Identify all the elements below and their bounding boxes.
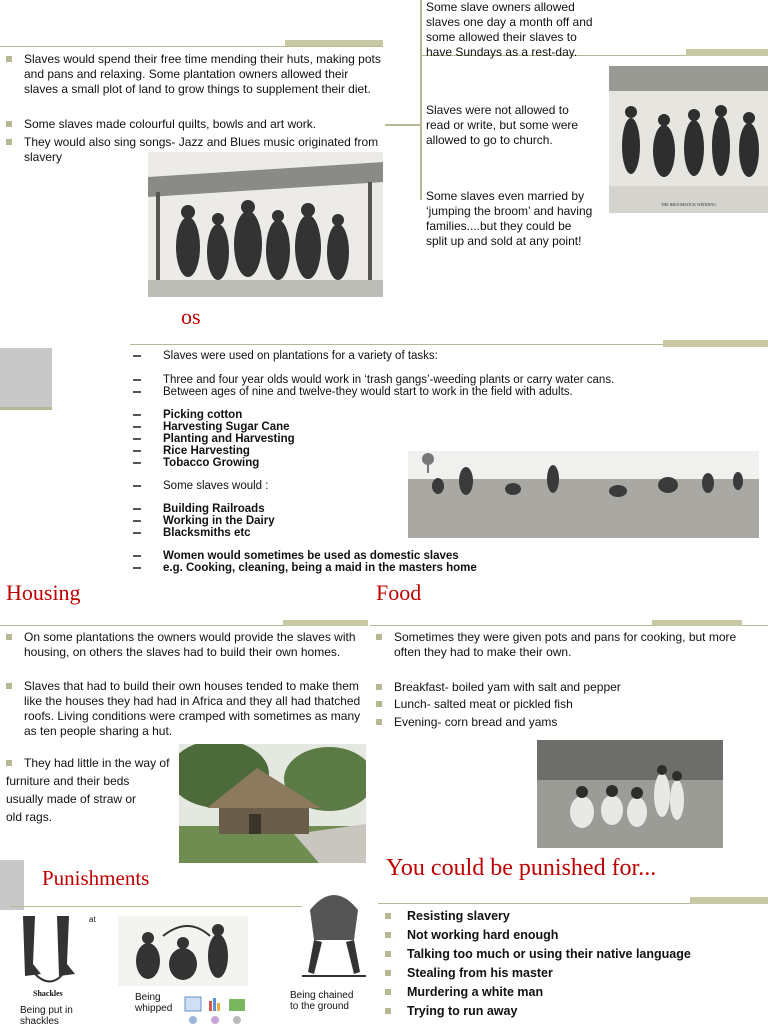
top-left-bullet-1: Slaves would spend their free time mending their huts, making pots and pans and relaxing. Some plantation owners allowed their slaves a small plot of land to grow things to supplement their diet. <box>6 52 384 97</box>
punishments-rule <box>10 906 302 907</box>
connector-line <box>385 124 420 126</box>
jobs-women-list: Women would sometimes be used as domestic slaves e.g. Cooking, cleaning, being a maid in the masters home <box>133 550 477 574</box>
list-item: Building Railroads <box>133 503 275 515</box>
jobs-tasks-list <box>133 409 295 469</box>
top-left-rule <box>0 46 383 47</box>
bullet-marker <box>376 684 382 690</box>
list-item: Harvesting Sugar Cane <box>133 421 295 433</box>
bullet-marker <box>6 139 12 145</box>
punished-for-list <box>385 907 691 1021</box>
housing-furniture-text: They had little in the way of furniture and their beds usually made of straw or old rags. <box>6 756 170 824</box>
list-item: Stealing from his master <box>385 964 691 983</box>
punished-for-accent-bar <box>690 897 768 904</box>
slaves-eating-photo <box>537 740 723 848</box>
list-item: Working in the Dairy <box>133 515 275 527</box>
bullet-marker <box>6 121 12 127</box>
bullet-marker <box>385 970 391 976</box>
bullet-marker <box>385 913 391 919</box>
jobs-left-rule <box>0 407 52 410</box>
whipping-drawing <box>118 916 248 986</box>
top-right-para-1: Some slave owners allowed slaves one day a month off and some allowed their slaves to have Sundays as a rest-day. <box>426 0 593 59</box>
jobs-some-would: Some slaves would : <box>133 480 268 492</box>
jobs-heading-fragment: os <box>181 304 201 329</box>
chained-caption: Being chained to the ground <box>290 990 354 1012</box>
bullet-marker <box>385 951 391 957</box>
shackles-label: Shackles <box>33 989 63 998</box>
list-item: Trying to run away <box>385 1002 691 1021</box>
food-bullet-4: Evening- corn bread and yams <box>376 715 756 730</box>
punishments-small-mark: at <box>89 915 96 924</box>
broomstick-photo-caption: THE BROOMSTICK WEDDING <box>660 202 717 207</box>
top-left-bullet-2: Some slaves made colourful quilts, bowls and art work. <box>6 117 384 132</box>
bullet-marker <box>376 719 382 725</box>
shackles-caption: Being put in shackles <box>20 1005 73 1027</box>
list-item: Murdering a white man <box>385 983 691 1002</box>
bullet-marker <box>385 989 391 995</box>
slaves-dancing-engraving <box>148 152 383 297</box>
food-bullet-1: Sometimes they were given pots and pans for cooking, but more often they had to make their own. <box>376 630 756 660</box>
field-work-photo <box>408 451 759 538</box>
bullet-marker <box>6 56 12 62</box>
list-item: Talking too much or using their native language <box>385 945 691 964</box>
bullet-marker <box>376 701 382 707</box>
food-heading: Food <box>376 580 422 605</box>
chained-to-ground-drawing <box>300 880 368 980</box>
jobs-ages-list: Three and four year olds would work in ‘trash gangs’-weeding plants or carry water cans. Between ages of nine and twelve-they would start to work in the field with adults. <box>133 374 614 398</box>
shackles-drawing <box>15 914 85 989</box>
bullet-marker <box>376 634 382 640</box>
punishments-heading: Punishments <box>42 866 150 890</box>
top-right-para-2: Slaves were not allowed to read or write, but some were allowed to go to church. <box>426 103 579 147</box>
housing-bullet-1: On some plantations the owners would provide the slaves with housing, on others the slaves had to build their own homes. <box>6 630 366 660</box>
food-accent-bar <box>652 620 742 626</box>
list-item: Not working hard enough <box>385 926 691 945</box>
list-item: Rice Harvesting <box>133 445 295 457</box>
jobs-other-tasks-list <box>133 503 275 539</box>
punished-for-heading: You could be punished for... <box>386 855 657 881</box>
office-icons-strip <box>183 995 253 1024</box>
jobs-left-gray-box <box>0 348 52 408</box>
food-bullet-3: Lunch- salted meat or pickled fish <box>376 697 756 712</box>
housing-heading: Housing <box>6 580 81 605</box>
bullet-marker <box>6 634 12 640</box>
list-item: Blacksmiths etc <box>133 527 275 539</box>
housing-bullet-2: Slaves that had to build their own houses tended to make them like the houses they had had in Africa and they all had thatched roofs. Living conditions were cramped with sometimes as many as ten people sharing a hut. <box>6 679 366 739</box>
punishments-left-gray-box <box>0 860 24 910</box>
thatched-hut-photo <box>179 744 366 863</box>
top-right-vertical-rule <box>420 0 422 200</box>
top-right-accent-bar <box>686 49 768 56</box>
bullet-marker <box>6 683 12 689</box>
jobs-intro: Slaves were used on plantations for a variety of tasks: <box>133 350 438 362</box>
bullet-marker <box>6 760 12 766</box>
bullet-marker <box>385 932 391 938</box>
housing-accent-bar <box>283 620 368 626</box>
top-right-para-3: Some slaves even married by ‘jumping the broom’ and having families....but they could be split up and sold at any point! <box>426 189 593 248</box>
jobs-accent-bar <box>663 340 768 347</box>
bullet-marker <box>385 1008 391 1014</box>
top-left-bullet-3: They would also sing songs- Jazz and Blues music originated from slavery <box>6 135 384 165</box>
broomstick-wedding-engraving <box>609 66 768 213</box>
food-bullet-2: Breakfast- boiled yam with salt and pepper <box>376 680 756 695</box>
list-item: Resisting slavery <box>385 907 691 926</box>
list-item: Planting and Harvesting <box>133 433 295 445</box>
list-item: Picking cotton <box>133 409 295 421</box>
list-item: Tobacco Growing <box>133 457 295 469</box>
whipped-caption: Being whipped <box>135 992 173 1014</box>
